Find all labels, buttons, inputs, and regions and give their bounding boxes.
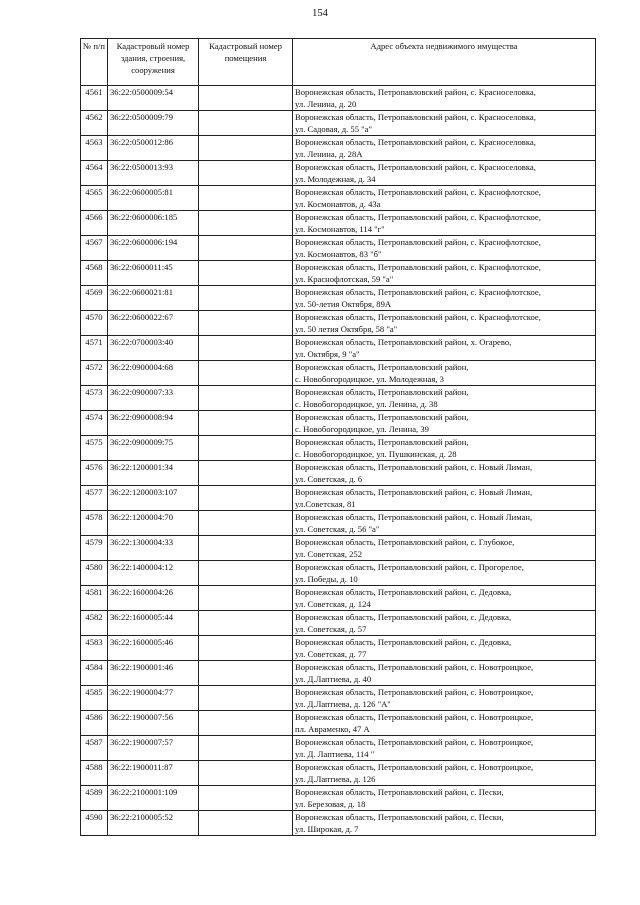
cadastral-room-number: [199, 111, 293, 136]
address-line-street: с. Новобогородицкое, ул. Пушкинская, д. 28: [295, 449, 457, 459]
address-cell: [293, 436, 596, 461]
cadastral-building-number: 36:22:0600005:81: [108, 186, 199, 211]
row-number: 4570: [81, 311, 108, 336]
cadastral-room-number: [199, 536, 293, 561]
table-row: [81, 486, 596, 511]
row-number: 4589: [81, 786, 108, 811]
cadastral-building-number: 36:22:1200003:107: [108, 486, 199, 511]
address-cell: [293, 811, 596, 836]
row-number: 4575: [81, 436, 108, 461]
address-line-street: ул. Октября, 9 "а": [295, 349, 360, 359]
address-line-region: Воронежская область, Петропавловский район, с. Краснофлотское,: [295, 187, 541, 197]
address-line-region: Воронежская область, Петропавловский район, с. Новый Лиман,: [295, 512, 533, 522]
row-number: 4561: [81, 86, 108, 111]
address-line-region: Воронежская область, Петропавловский район, с. Пески,: [295, 812, 504, 822]
address-line-street: ул. Краснофлотская, 59 "а": [295, 274, 394, 284]
table-row: [81, 586, 596, 611]
address-cell: [293, 186, 596, 211]
cadastral-building-number: 36:22:0900009:75: [108, 436, 199, 461]
cadastral-room-number: [199, 461, 293, 486]
cadastral-room-number: [199, 211, 293, 236]
address-cell: [293, 211, 596, 236]
address-cell: [293, 311, 596, 336]
table-row: [81, 436, 596, 461]
cadastral-room-number: [199, 311, 293, 336]
cadastral-room-number: [199, 811, 293, 836]
cadastral-room-number: [199, 711, 293, 736]
address-cell: [293, 786, 596, 811]
address-cell: [293, 236, 596, 261]
cadastral-room-number: [199, 736, 293, 761]
address-line-region: Воронежская область, Петропавловский район, с. Пески,: [295, 787, 504, 797]
address-cell: [293, 511, 596, 536]
row-number: 4588: [81, 761, 108, 786]
address-line-region: Воронежская область, Петропавловский район, с. Новотроицкое,: [295, 662, 534, 672]
cadastral-building-number: 36:22:1600005:46: [108, 636, 199, 661]
table-row: [81, 661, 596, 686]
address-line-street: ул. Советская, 252: [295, 549, 363, 559]
address-line-street: ул. Победы, д. 10: [295, 574, 358, 584]
address-line-street: ул. Советская, д. 56 "а": [295, 524, 380, 534]
header-cadastral-building: Кадастровый номер здания, строения, сооружения: [108, 39, 199, 86]
table-header: [81, 39, 596, 86]
cadastral-building-number: 36:22:1600004:26: [108, 586, 199, 611]
address-line-street: ул. Молодежная, д. 34: [295, 174, 376, 184]
table-row: [81, 736, 596, 761]
address-line-street: ул. Садовая, д. 55 "а": [295, 124, 372, 134]
address-cell: [293, 286, 596, 311]
cadastral-building-number: 36:22:1900001:46: [108, 661, 199, 686]
table-row: [81, 161, 596, 186]
row-number: 4563: [81, 136, 108, 161]
table-row: [81, 761, 596, 786]
address-line-region: Воронежская область, Петропавловский район, с. Новотроицкое,: [295, 737, 534, 747]
address-line-street: ул. Березовая, д. 18: [295, 799, 366, 809]
header-address: Адрес объекта недвижимого имущества: [293, 39, 596, 86]
row-number: 4574: [81, 411, 108, 436]
table-row: [81, 136, 596, 161]
cadastral-room-number: [199, 86, 293, 111]
header-row: [81, 39, 596, 86]
address-line-street: ул.Советская, 81: [295, 499, 356, 509]
table-row: [81, 411, 596, 436]
row-number: 4577: [81, 486, 108, 511]
address-cell: [293, 86, 596, 111]
row-number: 4562: [81, 111, 108, 136]
cadastral-building-number: 36:22:0900008:94: [108, 411, 199, 436]
address-cell: [293, 561, 596, 586]
row-number: 4569: [81, 286, 108, 311]
cadastral-building-number: 36:22:0500009:54: [108, 86, 199, 111]
cadastral-building-number: 36:22:0600022:67: [108, 311, 199, 336]
row-number: 4572: [81, 361, 108, 386]
cadastral-building-number: 36:22:1200001:34: [108, 461, 199, 486]
address-cell: [293, 261, 596, 286]
cadastral-building-number: 36:22:0600011:45: [108, 261, 199, 286]
address-line-street: ул. Советская, д. 77: [295, 649, 367, 659]
table-row: [81, 711, 596, 736]
address-cell: [293, 461, 596, 486]
address-line-region: Воронежская область, Петропавловский район,: [295, 387, 469, 397]
row-number: 4583: [81, 636, 108, 661]
address-line-street: ул. Ленина, д. 28А: [295, 149, 363, 159]
address-line-region: Воронежская область, Петропавловский район, с. Новотроицкое,: [295, 687, 534, 697]
row-number: 4581: [81, 586, 108, 611]
table-row: [81, 286, 596, 311]
address-line-street: пл. Авраменко, 47 А: [295, 724, 370, 734]
table-row: [81, 111, 596, 136]
address-line-region: Воронежская область, Петропавловский район,: [295, 412, 469, 422]
page-number: 154: [312, 8, 328, 19]
address-line-region: Воронежская область, Петропавловский район, с. Прогорелое,: [295, 562, 524, 572]
address-line-region: Воронежская область, Петропавловский район, с. Краснофлотское,: [295, 237, 541, 247]
table-row: [81, 561, 596, 586]
address-cell: [293, 336, 596, 361]
table-row: [81, 611, 596, 636]
table-row: [81, 311, 596, 336]
table-row: [81, 461, 596, 486]
address-cell: [293, 411, 596, 436]
address-cell: [293, 761, 596, 786]
address-line-street: ул. Космонавтов, д. 43а: [295, 199, 381, 209]
cadastral-building-number: 36:22:1900007:57: [108, 736, 199, 761]
table-row: [81, 236, 596, 261]
row-number: 4567: [81, 236, 108, 261]
table-row: [81, 636, 596, 661]
row-number: 4571: [81, 336, 108, 361]
cadastral-building-number: 36:22:0900007:33: [108, 386, 199, 411]
row-number: 4585: [81, 686, 108, 711]
cadastral-room-number: [199, 586, 293, 611]
row-number: 4586: [81, 711, 108, 736]
address-line-region: Воронежская область, Петропавловский район, с. Глубокое,: [295, 537, 515, 547]
address-line-region: Воронежская область, Петропавловский район, с. Краснофлотское,: [295, 212, 541, 222]
address-cell: [293, 111, 596, 136]
cadastral-building-number: 36:22:1600005:44: [108, 611, 199, 636]
address-line-street: с. Новобогородицкое, ул. Молодежная, 3: [295, 374, 444, 384]
address-line-region: Воронежская область, Петропавловский район, с. Красноселовка,: [295, 87, 536, 97]
table-row: [81, 786, 596, 811]
header-num: № п/п: [81, 39, 108, 86]
address-line-region: Воронежская область, Петропавловский район,: [295, 437, 469, 447]
cadastral-building-number: 36:22:1300004:33: [108, 536, 199, 561]
address-line-region: Воронежская область, Петропавловский район,: [295, 362, 469, 372]
cadastral-room-number: [199, 136, 293, 161]
address-cell: [293, 361, 596, 386]
table-row: [81, 386, 596, 411]
cadastral-building-number: 36:22:1900004:77: [108, 686, 199, 711]
cadastral-room-number: [199, 561, 293, 586]
address-cell: [293, 136, 596, 161]
address-cell: [293, 686, 596, 711]
address-line-street: ул. Ленина, д. 20: [295, 99, 357, 109]
row-number: 4579: [81, 536, 108, 561]
row-number: 4584: [81, 661, 108, 686]
table-row: [81, 686, 596, 711]
address-line-region: Воронежская область, Петропавловский район, с. Краснофлотское,: [295, 262, 541, 272]
cadastral-room-number: [199, 761, 293, 786]
address-cell: [293, 536, 596, 561]
cadastral-room-number: [199, 511, 293, 536]
cadastral-room-number: [199, 386, 293, 411]
address-line-street: ул. Советская, д. 6: [295, 474, 363, 484]
address-line-street: ул. 50 летия Октября, 58 "а": [295, 324, 398, 334]
address-cell: [293, 161, 596, 186]
cadastral-building-number: 36:22:1900011:87: [108, 761, 199, 786]
cadastral-room-number: [199, 661, 293, 686]
cadastral-building-number: 36:22:0600006:185: [108, 211, 199, 236]
row-number: 4578: [81, 511, 108, 536]
row-number: 4580: [81, 561, 108, 586]
address-cell: [293, 711, 596, 736]
address-line-street: ул. Космонавтов, 83 "б": [295, 249, 382, 259]
row-number: 4582: [81, 611, 108, 636]
cadastral-room-number: [199, 636, 293, 661]
row-number: 4573: [81, 386, 108, 411]
address-line-street: ул. 50-летия Октября, 89А: [295, 299, 392, 309]
cadastral-room-number: [199, 686, 293, 711]
address-cell: [293, 636, 596, 661]
cadastral-building-number: 36:22:1900007:56: [108, 711, 199, 736]
address-line-region: Воронежская область, Петропавловский район, с. Дедовка,: [295, 612, 512, 622]
address-cell: [293, 586, 596, 611]
cadastral-room-number: [199, 411, 293, 436]
table-row: [81, 811, 596, 836]
row-number: 4568: [81, 261, 108, 286]
table-row: [81, 511, 596, 536]
address-line-street: ул. Д.Лаптиева, д. 40: [295, 674, 372, 684]
cadastral-building-number: 36:22:0600006:194: [108, 236, 199, 261]
row-number: 4565: [81, 186, 108, 211]
table-row: [81, 86, 596, 111]
cadastral-building-number: 36:22:0500013:93: [108, 161, 199, 186]
table-row: [81, 186, 596, 211]
cadastral-room-number: [199, 486, 293, 511]
address-line-region: Воронежская область, Петропавловский район, х. Огарево,: [295, 337, 512, 347]
cadastral-building-number: 36:22:2100001:109: [108, 786, 199, 811]
address-line-region: Воронежская область, Петропавловский район, с. Красноселовка,: [295, 112, 536, 122]
address-line-street: ул. Д.Лаптиева, д. 126 "А": [295, 699, 391, 709]
cadastral-room-number: [199, 286, 293, 311]
table-row: [81, 361, 596, 386]
cadastral-building-number: 36:22:1400004:12: [108, 561, 199, 586]
address-line-street: с. Новобогородицкое, ул. Ленина, д. 38: [295, 399, 438, 409]
table-body: [81, 86, 596, 836]
address-cell: [293, 736, 596, 761]
address-line-region: Воронежская область, Петропавловский район, с. Краснофлотское,: [295, 312, 541, 322]
address-cell: [293, 486, 596, 511]
address-line-street: ул. Широкая, д. 7: [295, 824, 359, 834]
cadastral-room-number: [199, 236, 293, 261]
address-cell: [293, 611, 596, 636]
cadastral-building-number: 36:22:0500012:86: [108, 136, 199, 161]
address-line-region: Воронежская область, Петропавловский район, с. Новый Лиман,: [295, 462, 533, 472]
address-line-street: ул. Д. Лаптиева, 114 ": [295, 749, 375, 759]
table-row: [81, 336, 596, 361]
cadastral-room-number: [199, 436, 293, 461]
address-line-region: Воронежская область, Петропавловский район, с. Новый Лиман,: [295, 487, 533, 497]
address-line-region: Воронежская область, Петропавловский район, с. Дедовка,: [295, 587, 512, 597]
cadastral-room-number: [199, 786, 293, 811]
address-cell: [293, 661, 596, 686]
cadastral-building-number: 36:22:1200004:70: [108, 511, 199, 536]
address-line-region: Воронежская область, Петропавловский район, с. Красноселовка,: [295, 137, 536, 147]
address-line-street: ул. Советская, д. 124: [295, 599, 371, 609]
cadastral-building-number: 36:22:0500009:79: [108, 111, 199, 136]
cadastral-building-number: 36:22:0900004:68: [108, 361, 199, 386]
address-line-region: Воронежская область, Петропавловский район, с. Красноселовка,: [295, 162, 536, 172]
cadastral-building-number: 36:22:0700003:40: [108, 336, 199, 361]
cadastral-room-number: [199, 261, 293, 286]
cadastral-room-number: [199, 186, 293, 211]
cadastral-room-number: [199, 361, 293, 386]
address-line-street: ул. Советская, д. 57: [295, 624, 367, 634]
cadastral-room-number: [199, 336, 293, 361]
table-row: [81, 211, 596, 236]
address-line-street: ул. Д.Лаптиева, д. 126: [295, 774, 376, 784]
row-number: 4590: [81, 811, 108, 836]
row-number: 4566: [81, 211, 108, 236]
address-line-region: Воронежская область, Петропавловский район, с. Краснофлотское,: [295, 287, 541, 297]
cadastral-building-number: 36:22:2100005:52: [108, 811, 199, 836]
address-cell: [293, 386, 596, 411]
row-number: 4587: [81, 736, 108, 761]
property-registry-table: [80, 38, 596, 836]
cadastral-room-number: [199, 161, 293, 186]
address-line-street: ул. Космонавтов, 114 "г": [295, 224, 385, 234]
cadastral-room-number: [199, 611, 293, 636]
address-line-region: Воронежская область, Петропавловский район, с. Дедовка,: [295, 637, 512, 647]
table-row: [81, 261, 596, 286]
row-number: 4576: [81, 461, 108, 486]
header-cadastral-room: Кадастровый номер помещения: [199, 39, 293, 86]
address-line-street: с. Новобогородицкое, ул. Ленина, 39: [295, 424, 429, 434]
table-row: [81, 536, 596, 561]
address-line-region: Воронежская область, Петропавловский район, с. Новотроицкое,: [295, 712, 534, 722]
cadastral-building-number: 36:22:0600021:81: [108, 286, 199, 311]
row-number: 4564: [81, 161, 108, 186]
address-line-region: Воронежская область, Петропавловский район, с. Новотроицкое,: [295, 762, 534, 772]
